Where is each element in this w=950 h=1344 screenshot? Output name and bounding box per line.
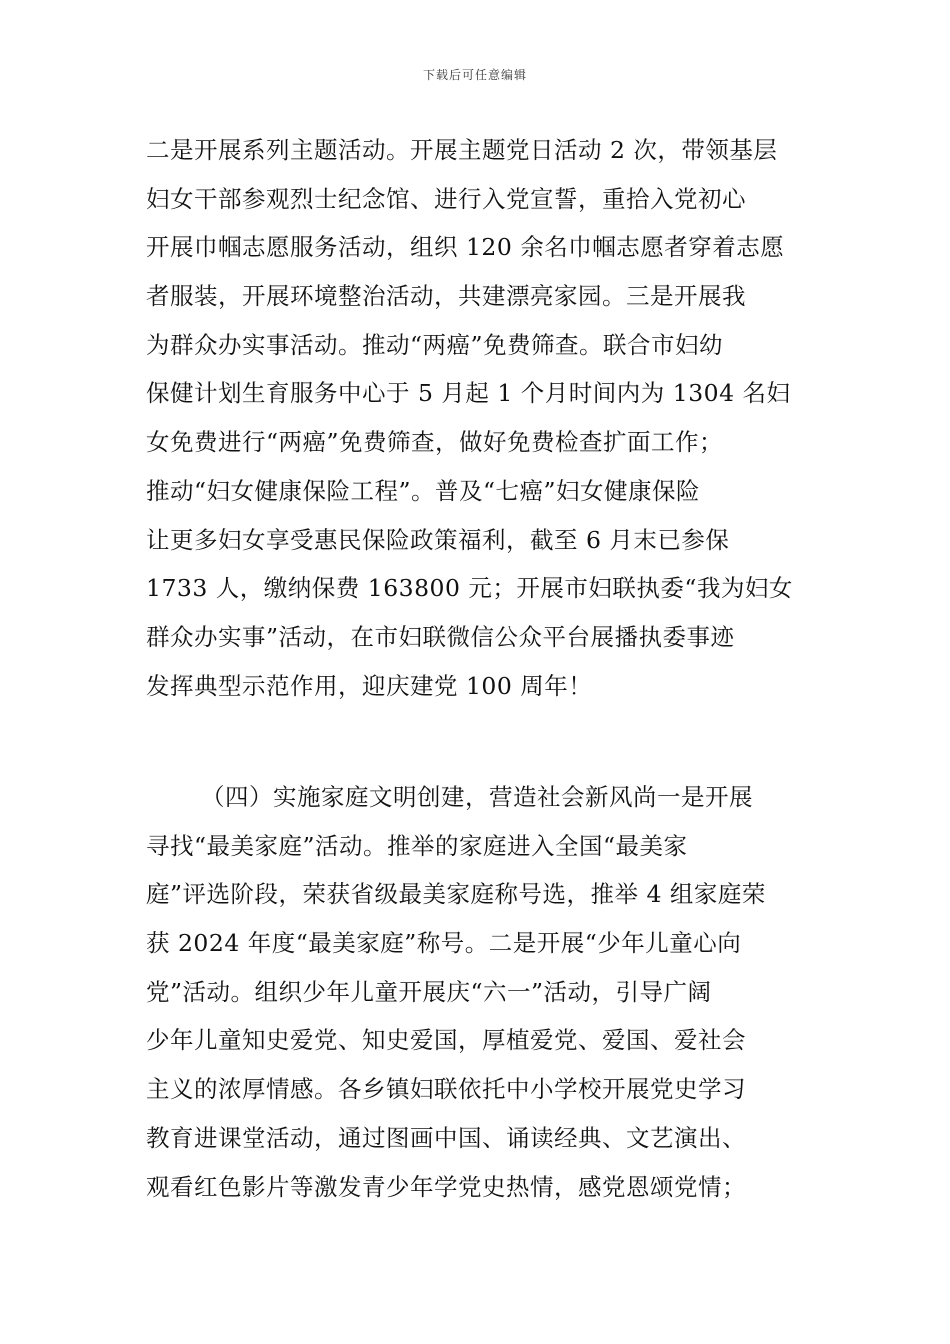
text-line: 少年儿童知史爱党、知史爱国，厚植爱党、爱国、爱社会	[146, 1026, 746, 1055]
paragraph-family-civilization	[146, 773, 826, 1211]
text-line: 群众办实事”活动，在市妇联微信公众平台展播执委事迹	[146, 622, 735, 651]
text-line: 为群众办实事活动。推动“两癌”免费筛查。联合市妇幼	[146, 330, 724, 359]
text-line: 获 2024 年度“最美家庭”称号。二是开展“少年儿童心向	[146, 929, 742, 958]
text-line: 者服装，开展环境整治活动，共建漂亮家园。三是开展我	[146, 282, 746, 311]
text-line: 推动“妇女健康保险工程”。普及“七癌”妇女健康保险	[146, 476, 701, 505]
paragraph-activities	[146, 126, 826, 710]
text-line: 教育进课堂活动，通过图画中国、诵读经典、文艺演出、	[146, 1123, 746, 1152]
text-line: （四）实施家庭文明创建，营造社会新风尚一是开展	[201, 783, 753, 811]
text-line: 开展巾帼志愿服务活动，组织 120 余名巾帼志愿者穿着志愿	[146, 233, 785, 262]
text-line: 庭”评选阶段，荣获省级最美家庭称号选，推举 4 组家庭荣	[146, 880, 766, 909]
text-line: 保健计划生育服务中心于 5 月起 1 个月时间内为 1304 名妇	[146, 379, 791, 408]
text-line: 寻找“最美家庭”活动。推举的家庭进入全国“最美家	[146, 831, 688, 860]
text-line: 党”活动。组织少年儿童开展庆“六一”活动，引导广阔	[146, 977, 712, 1006]
text-line: 妇女干部参观烈士纪念馆、进行入党宣誓，重拾入党初心	[146, 184, 746, 213]
text-line: 1733 人，缴纳保费 163800 元；开展市妇联执委“我为妇女	[146, 574, 793, 603]
text-line: 二是开展系列主题活动。开展主题党日活动 2 次，带领基层	[146, 136, 778, 164]
text-line: 发挥典型示范作用，迎庆建党 100 周年！	[146, 671, 593, 700]
text-line: 观看红色影片等激发青少年学党史热情，感党恩颂党情；	[146, 1172, 746, 1201]
page-header: 下载后可任意编辑	[422, 68, 527, 82]
text-line: 女免费进行“两癌”免费筛查，做好免费检查扩面工作；	[146, 428, 724, 457]
text-line: 主义的浓厚情感。各乡镇妇联依托中小学校开展党史学习	[146, 1075, 746, 1104]
text-line: 让更多妇女享受惠民保险政策福利，截至 6 月末已参保	[146, 525, 730, 554]
